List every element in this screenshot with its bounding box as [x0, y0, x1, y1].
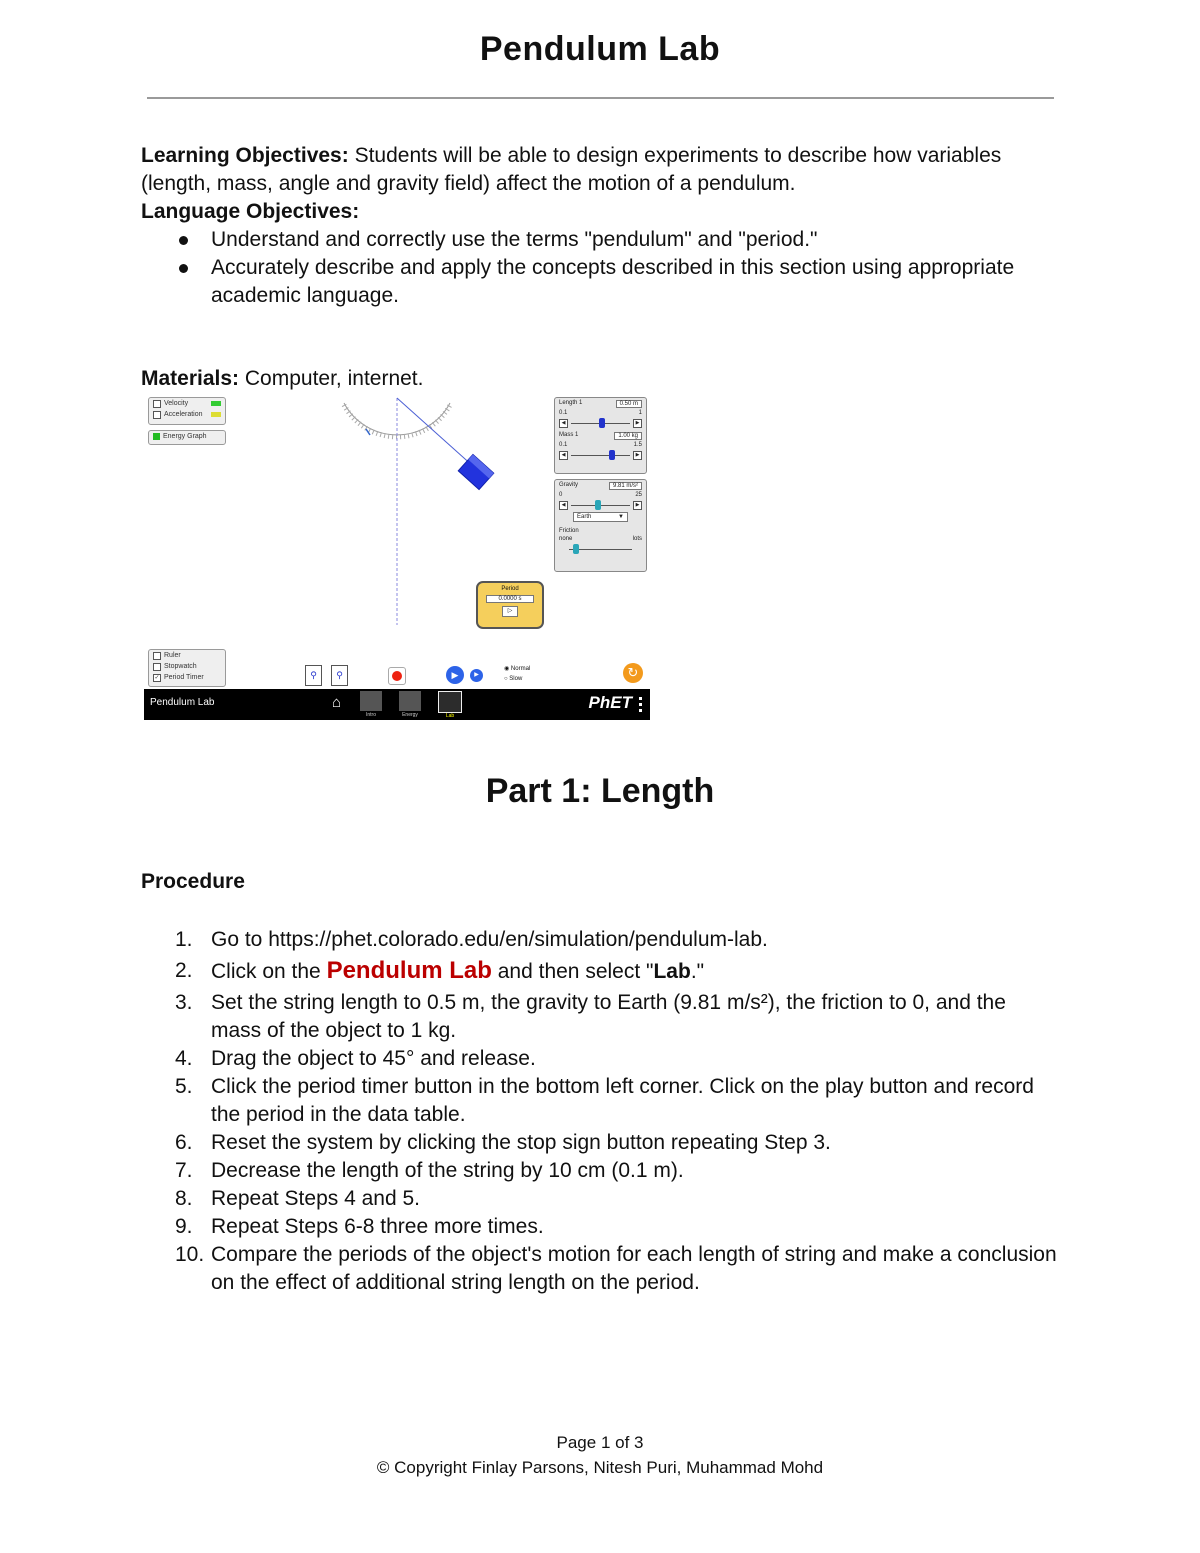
- play-button[interactable]: ▶: [446, 666, 464, 684]
- list-item: 6. Reset the system by clicking the stop sign button repeating Step 3.: [175, 1131, 831, 1154]
- energy-graph-icon: [153, 433, 160, 440]
- velocity-checkbox[interactable]: Velocity: [149, 398, 225, 409]
- bullet-icon: [179, 264, 188, 273]
- tools-panel: [148, 649, 226, 687]
- one-pendulum-icon[interactable]: ⚲: [305, 665, 322, 686]
- tab-energy[interactable]: Energy: [399, 691, 421, 711]
- speed-normal-radio[interactable]: ◉ Normal: [504, 666, 531, 672]
- list-item: 8. Repeat Steps 4 and 5.: [175, 1187, 420, 1210]
- list-item: Accurately describe and apply the concepts described in this section using appropriate academic language.: [141, 254, 1061, 310]
- page-number: Page 1 of 3: [556, 1433, 644, 1452]
- procedure-heading: Procedure: [141, 870, 245, 893]
- phet-logo[interactable]: PhET: [588, 693, 632, 712]
- gravity-slider[interactable]: ◀ ▶: [559, 500, 642, 510]
- list-item: 7. Decrease the length of the string by 10 cm (0.1 m).: [175, 1159, 684, 1182]
- list-item: 5. Click the period timer button in the bottom left corner. Click on the play button and record the period in the data table.: [175, 1075, 1034, 1126]
- simulation-screenshot: [144, 393, 650, 720]
- list-item: Understand and correctly use the terms "pendulum" and "period.": [141, 226, 1061, 254]
- planet-dropdown[interactable]: Earth ▼: [573, 512, 628, 522]
- sim-title: Pendulum Lab: [150, 697, 215, 708]
- stop-button[interactable]: [388, 667, 406, 685]
- gravity-friction-panel: Gravity 9.81 m/s² 0 25 ◀ ▶ Earth ▼ Friction none lots: [554, 479, 647, 572]
- acceleration-checkbox[interactable]: Acceleration: [149, 409, 225, 420]
- part-1-title: Part 1: Length: [485, 772, 715, 810]
- stopwatch-checkbox[interactable]: Stopwatch: [149, 661, 225, 672]
- reset-button[interactable]: ↻: [623, 663, 643, 683]
- menu-icon[interactable]: [639, 697, 645, 712]
- energy-graph-panel[interactable]: Energy Graph: [148, 430, 226, 445]
- page-title: Pendulum Lab: [479, 30, 721, 68]
- chevron-down-icon: ▼: [618, 514, 624, 520]
- home-icon[interactable]: ⌂: [332, 694, 342, 711]
- materials-label: Materials:: [141, 367, 240, 390]
- length-mass-panel: Length 1 0.50 m 0.1 1 ◀ ▶ Mass 1 1.00 kg 0.1 1.5 ◀ ▶: [554, 397, 647, 474]
- language-objectives-label: Language Objectives:: [141, 200, 360, 223]
- materials: [141, 365, 1061, 393]
- language-objectives-list: [141, 226, 1061, 310]
- bullet-icon: [179, 236, 188, 245]
- list-item: 9. Repeat Steps 6-8 three more times.: [175, 1215, 544, 1238]
- list-item: 1. Go to https://phet.colorado.edu/en/simulation/pendulum-lab.: [175, 928, 768, 951]
- materials-text: Computer, internet.: [239, 367, 424, 390]
- learning-objectives-label: Learning Objectives:: [141, 144, 349, 167]
- ruler-checkbox[interactable]: Ruler: [149, 650, 225, 661]
- title-divider: [147, 97, 1054, 99]
- learning-objectives-text: Students will be able to design experiments to describe how variables (length, mass, angle and gravity field) affect the motion of a pendulum.: [141, 144, 1002, 195]
- speed-slow-radio[interactable]: ○ Slow: [504, 676, 523, 682]
- period-timer-value: 0.0000 s: [486, 595, 534, 603]
- velocity-arrow-icon: [211, 401, 221, 406]
- tab-lab[interactable]: Lab: [438, 691, 462, 713]
- list-item: 10. Compare the periods of the object's motion for each length of string and make a conclusion on the effect of additional string length on the period.: [175, 1243, 1057, 1294]
- friction-slider[interactable]: [559, 544, 642, 554]
- period-timer-checkbox[interactable]: ✓ Period Timer: [154, 674, 204, 681]
- copyright: © Copyright Finlay Parsons, Nitesh Puri, Muhammad Mohd: [376, 1458, 824, 1477]
- two-pendulums-icon[interactable]: ⚲: [331, 665, 348, 686]
- step-button[interactable]: ▶: [470, 669, 483, 682]
- learning-objectives: [141, 142, 1061, 198]
- sim-navbar: [144, 689, 650, 720]
- vectors-panel: [148, 397, 226, 425]
- tab-intro[interactable]: Intro: [360, 691, 382, 711]
- pendulum-lab-highlight: Pendulum Lab: [326, 957, 492, 984]
- list-item: 4. Drag the object to 45° and release.: [175, 1047, 536, 1070]
- timer-play-button[interactable]: ▷: [502, 606, 518, 617]
- length-slider[interactable]: ◀ ▶: [559, 418, 642, 428]
- mass-slider[interactable]: ◀ ▶: [559, 450, 642, 460]
- list-item: 2. Click on the Pendulum Lab and then select "Lab.": [175, 957, 705, 984]
- period-timer[interactable]: Period 0.0000 s ▷: [476, 581, 544, 629]
- list-item: 3. Set the string length to 0.5 m, the gravity to Earth (9.81 m/s²), the friction to 0, and the mass of the object to 1 kg.: [175, 991, 1006, 1042]
- acceleration-arrow-icon: [211, 412, 221, 417]
- objectives-section: [141, 142, 1061, 310]
- procedure-steps: [141, 926, 1061, 1297]
